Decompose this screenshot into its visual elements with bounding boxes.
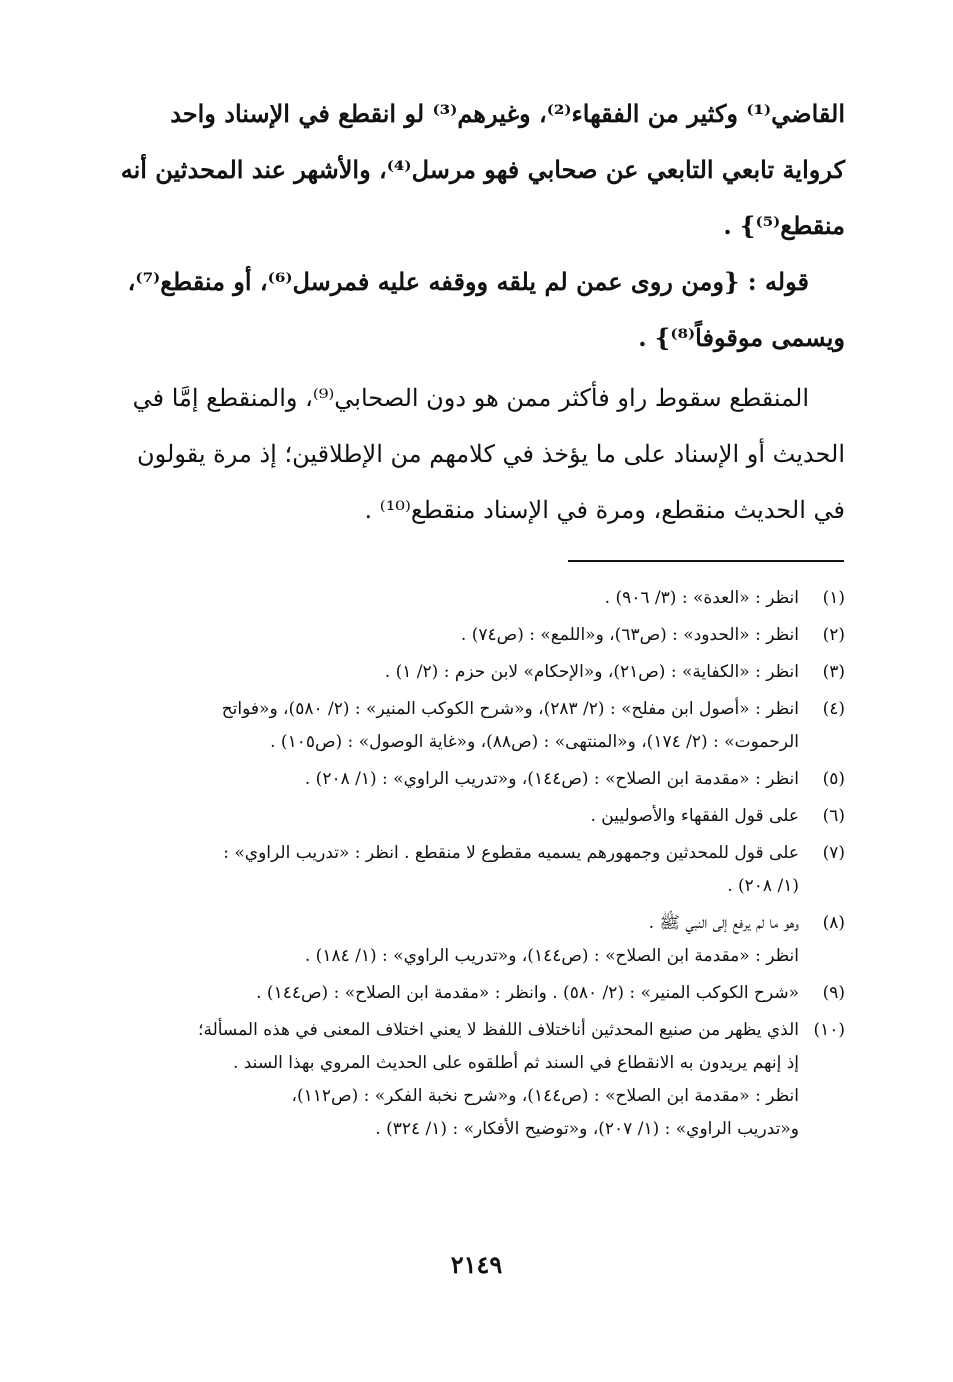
footnote-text xyxy=(107,1014,799,1146)
footnote-line: على قول للمحدثين وجمهورهم يسميه مقطوع لا منقطع . انظر : «تدريب الراوي» : xyxy=(223,843,799,863)
text-line: قوله : {ومن روى عمن لم يلقه ووقفه عليه فمرسل⁽⁶⁾، أو منقطع⁽⁷⁾، xyxy=(127,267,809,296)
text-line: الحديث أو الإسناد على ما يؤخذ في كلامهم من الإطلاقين؛ إذ مرة يقولون xyxy=(137,440,845,468)
footnote-line: انظر : «العدة» : (٣/ ٩٠٦) . xyxy=(604,588,799,608)
footnote-line: انظر : «مقدمة ابن الصلاح» : (ص١٤٤)، و«تدريب الراوي» : (١/ ٢٠٨) . xyxy=(304,769,799,789)
footnote-number: (٦) xyxy=(822,806,845,826)
text-line: ويسمى موقوفاً⁽⁸⁾} . xyxy=(638,323,845,352)
footnote-9 xyxy=(107,977,845,1010)
footnote-5 xyxy=(107,763,845,796)
main-text xyxy=(107,86,845,538)
paragraph-commentary xyxy=(107,370,845,538)
footnote-number: (٤) xyxy=(822,699,845,719)
footnote-number: (٨) xyxy=(822,913,845,933)
footnote-text xyxy=(107,763,799,796)
paragraph-quote-qawluh xyxy=(107,254,845,366)
page-number: ٢١٤٩ xyxy=(450,1250,503,1279)
text-line: المنقطع سقوط راو فأكثر ممن هو دون الصحابي⁽⁹⁾، والمنقطع إمَّا في xyxy=(132,384,809,412)
footnotes xyxy=(107,582,845,1150)
footnote-line: انظر : «مقدمة ابن الصلاح» : (ص١٤٤)، و«تدريب الراوي» : (١/ ١٨٤) . xyxy=(304,946,799,966)
footnote-4 xyxy=(107,693,845,759)
footnote-number: (١) xyxy=(822,588,845,608)
footnote-text xyxy=(107,619,799,652)
footnote-text xyxy=(107,656,799,689)
footnote-10 xyxy=(107,1014,845,1146)
footnote-number: (٧) xyxy=(822,843,845,863)
footnote-text xyxy=(107,907,799,973)
footnote-text xyxy=(107,582,799,615)
footnote-line: انظر : «الكفاية» : (ص٢١)، و«الإحكام» لابن حزم : (٢/ ١) . xyxy=(384,662,799,682)
footnote-1 xyxy=(107,582,845,615)
footnote-line: انظر : «الحدود» : (ص٦٣)، و«اللمع» : (ص٧٤) . xyxy=(460,625,799,645)
footnote-3 xyxy=(107,656,845,689)
footnote-line: وهو ما لم يرفع إلى النبي ﷺ . xyxy=(648,913,799,933)
footnote-divider xyxy=(568,560,844,562)
paragraph-quote-continuation xyxy=(107,86,845,254)
footnote-8 xyxy=(107,907,845,973)
footnote-line: (١/ ٢٠٨) . xyxy=(727,876,799,896)
footnote-number: (٣) xyxy=(822,662,845,682)
text-line: القاضي⁽¹⁾ وكثير من الفقهاء⁽²⁾، وغيرهم⁽³⁾ لو انقطع في الإسناد واحد xyxy=(170,99,845,128)
text-line: منقطع⁽⁵⁾} . xyxy=(723,211,845,240)
text-line: كرواية تابعي التابعي عن صحابي فهو مرسل⁽⁴⁾، والأشهر عند المحدثين أنه xyxy=(120,155,845,184)
footnote-line: على قول الفقهاء والأصوليين . xyxy=(590,806,799,826)
footnote-text xyxy=(107,837,799,903)
footnote-text xyxy=(107,800,799,833)
footnote-line: انظر : «مقدمة ابن الصلاح» : (ص١٤٤)، و«شرح نخبة الفكر» : (ص١١٢)، xyxy=(291,1086,799,1106)
footnote-line: الذي يظهر من صنيع المحدثين أناختلاف اللفظ لا يعني اختلاف المعنى في هذه المسألة؛ xyxy=(198,1020,799,1040)
footnote-line: إذ إنهم يريدون به الانقطاع في السند ثم أطلقوه على الحديث المروي بهذا السند . xyxy=(232,1053,799,1073)
footnote-text xyxy=(107,693,799,759)
footnote-text xyxy=(107,977,799,1010)
footnote-line: الرحموت» : (٢/ ١٧٤)، و«المنتهى» : (ص٨٨)، و«غاية الوصول» : (ص١٠٥) . xyxy=(270,732,799,752)
footnote-7 xyxy=(107,837,845,903)
footnote-number: (٢) xyxy=(822,625,845,645)
footnote-line: «شرح الكوكب المنير» : (٢/ ٥٨٠) . وانظر : «مقدمة ابن الصلاح» : (ص١٤٤) . xyxy=(256,983,799,1003)
footnote-2 xyxy=(107,619,845,652)
footnote-6 xyxy=(107,800,845,833)
footnote-number: (١٠) xyxy=(813,1020,845,1040)
footnote-line: انظر : «أصول ابن مفلح» : (٢/ ٢٨٣)، و«شرح الكوكب المنير» : (٢/ ٥٨٠)، و«فواتح xyxy=(221,699,799,719)
text-line: في الحديث منقطع، ومرة في الإسناد منقطع⁽¹⁰⁾ . xyxy=(364,496,845,524)
footnote-number: (٥) xyxy=(822,769,845,789)
footnote-line: و«تدريب الراوي» : (١/ ٢٠٧)، و«توضيح الأفكار» : (١/ ٣٢٤) . xyxy=(375,1119,799,1139)
footnote-number: (٩) xyxy=(822,983,845,1003)
